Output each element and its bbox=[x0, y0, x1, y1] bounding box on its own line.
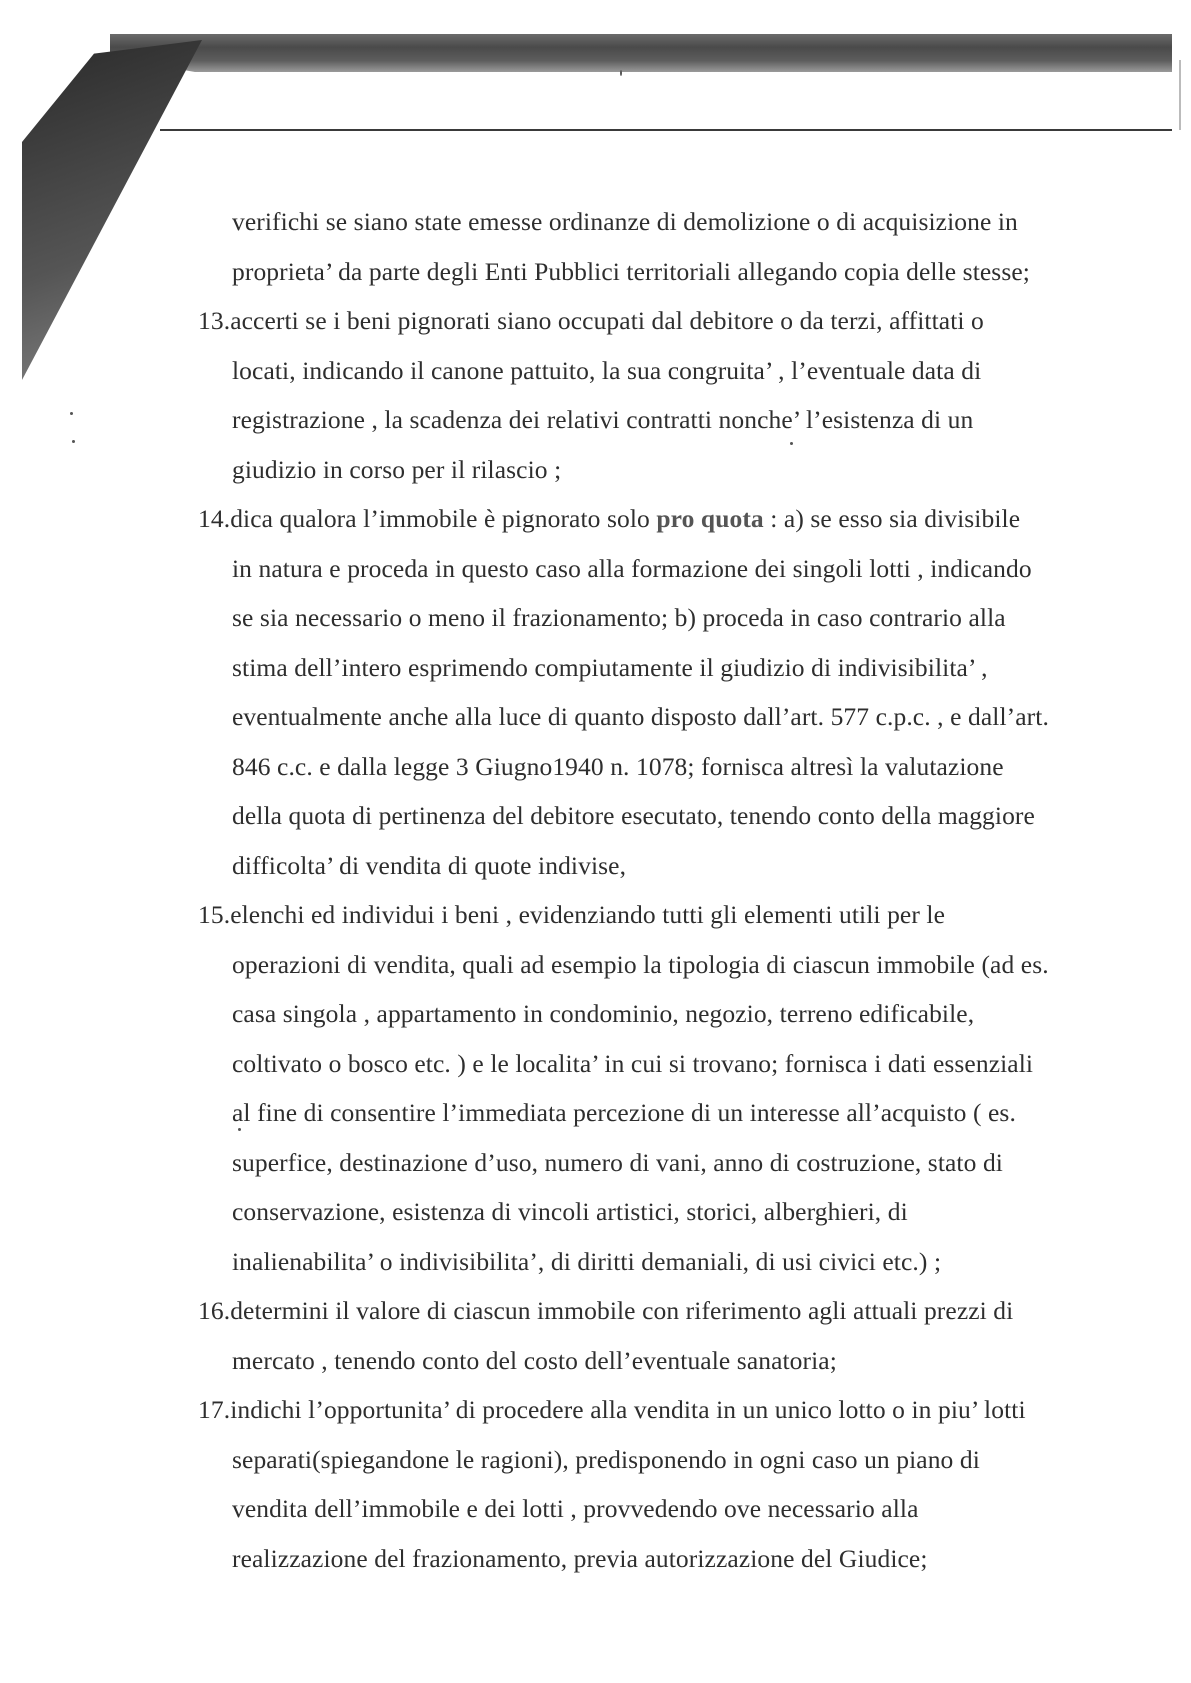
item-number: 13. bbox=[198, 306, 231, 335]
item-text: accerti se i beni pignorati siano occupati dal debitore o da terzi, affittati o bbox=[230, 306, 984, 335]
text-line: difficolta’ di vendita di quote indivise, bbox=[232, 851, 627, 880]
text-line: eventualmente anche alla luce di quanto disposto dall’art. 577 c.p.c. , e dall’art. bbox=[232, 702, 1049, 731]
text-line: in natura e proceda in questo caso alla formazione dei singoli lotti , indicando bbox=[232, 554, 1032, 583]
item-text: : a) se esso sia divisibile bbox=[763, 504, 1021, 533]
text-line: realizzazione del frazionamento, previa autorizzazione del Giudice; bbox=[232, 1544, 928, 1573]
item-number: 14. bbox=[198, 504, 231, 533]
text-line: separati(spiegandone le ragioni), predisponendo in ogni caso un piano di bbox=[232, 1445, 980, 1474]
text-line: registrazione , la scadenza dei relativi contratti nonche’ l’esistenza di un bbox=[232, 405, 974, 434]
text-line: operazioni di vendita, quali ad esempio la tipologia di ciascun immobile (ad es. bbox=[232, 950, 1049, 979]
text-line: giudizio in corso per il rilascio ; bbox=[232, 455, 562, 484]
item-text: dica qualora l’immobile è pignorato solo bbox=[230, 504, 657, 533]
text-line: se sia necessario o meno il frazionamento; b) proceda in caso contrario alla bbox=[232, 603, 1006, 632]
text-line: proprieta’ da parte degli Enti Pubblici territoriali allegando copia delle stesse; bbox=[232, 257, 1030, 286]
list-item-17 bbox=[198, 1395, 1026, 1425]
item-number: 15. bbox=[198, 900, 231, 929]
text-line: conservazione, esistenza di vincoli artistici, storici, alberghieri, di bbox=[232, 1197, 908, 1226]
item-number: 17. bbox=[198, 1395, 231, 1424]
item-text: indichi l’opportunita’ di procedere alla vendita in un unico lotto o in piu’ lotti bbox=[230, 1395, 1026, 1424]
text-line: al fine di consentire l’immediata percezione di un interesse all’acquisto ( es. bbox=[232, 1098, 1016, 1127]
list-item-15 bbox=[198, 900, 945, 930]
text-line: superfice, destinazione d’uso, numero di vani, anno di costruzione, stato di bbox=[232, 1148, 1003, 1177]
text-line: vendita dell’immobile e dei lotti , provvedendo ove necessario alla bbox=[232, 1494, 919, 1523]
text-line: locati, indicando il canone pattuito, la sua congruita’ , l’eventuale data di bbox=[232, 356, 982, 385]
item-text: elenchi ed individui i beni , evidenziando tutti gli elementi utili per le bbox=[230, 900, 946, 929]
item-number: 16. bbox=[198, 1296, 231, 1325]
text-line: casa singola , appartamento in condominio, negozio, terreno edificabile, bbox=[232, 999, 975, 1028]
list-item-16 bbox=[198, 1296, 1013, 1326]
text-line: coltivato o bosco etc. ) e le localita’ in cui si trovano; fornisca i dati essenziali bbox=[232, 1049, 1034, 1078]
text-line: verifichi se siano state emesse ordinanze di demolizione o di acquisizione in bbox=[232, 207, 1018, 236]
text-line: 846 c.c. e dalla legge 3 Giugno1940 n. 1078; fornisca altresì la valutazione bbox=[232, 752, 1004, 781]
emphasis-pro-quota: pro quota bbox=[656, 504, 764, 533]
list-item-13 bbox=[198, 306, 984, 336]
text-line: stima dell’intero esprimendo compiutamente il giudizio di indivisibilita’ , bbox=[232, 653, 988, 682]
text-line: della quota di pertinenza del debitore esecutato, tenendo conto della maggiore bbox=[232, 801, 1035, 830]
list-item-14 bbox=[198, 504, 1020, 534]
text-line: mercato , tenendo conto del costo dell’eventuale sanatoria; bbox=[232, 1346, 837, 1375]
item-text: determini il valore di ciascun immobile con riferimento agli attuali prezzi di bbox=[230, 1296, 1014, 1325]
text-line: inalienabilita’ o indivisibilita’, di diritti demaniali, di usi civici etc.) ; bbox=[232, 1247, 942, 1276]
